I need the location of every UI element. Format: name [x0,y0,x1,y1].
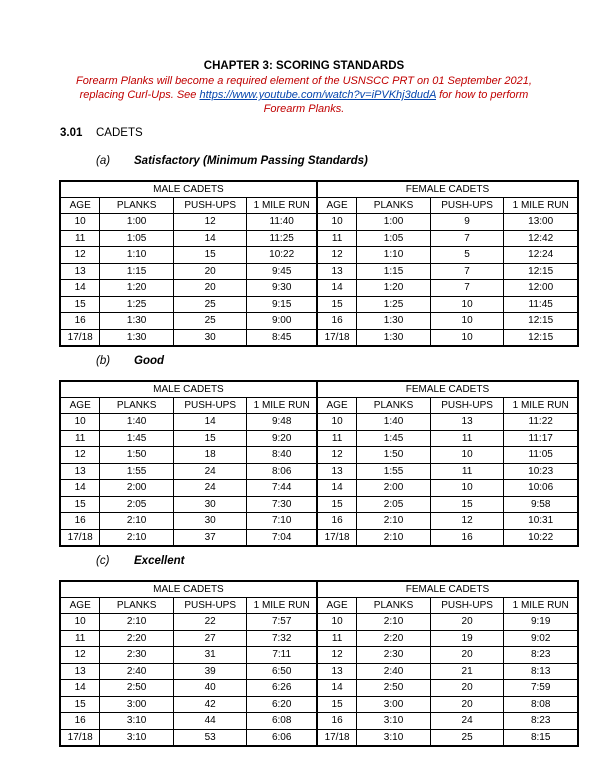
table-cell: 6:20 [247,696,317,713]
table-cell: 1:10 [357,247,431,264]
table-cell: 7:57 [247,614,317,631]
table-cell: 8:23 [504,647,578,664]
table-cell: 7:32 [247,630,317,647]
female-cadets-header: FEMALE CADETS [317,181,578,198]
table-row [60,447,578,464]
table-cell: 3:00 [100,696,174,713]
table-cell: 11 [430,463,504,480]
table-row [60,313,578,330]
table-cell: 15 [317,296,357,313]
table-cell: 13 [60,663,100,680]
table-cell: 1:15 [100,263,174,280]
table-row [60,496,578,513]
subsection-c-heading [96,555,185,567]
table-cell: 20 [430,696,504,713]
table-cell: 30 [173,329,247,346]
table-cell: 14 [317,480,357,497]
table-cell: 17/18 [317,329,357,346]
table-cell: 9:48 [247,414,317,431]
notice-line-3: Forearm Planks. [263,103,345,115]
table-cell: 1:45 [357,430,431,447]
table-cell: 9:20 [247,430,317,447]
table-cell: 12 [173,214,247,231]
table-cell: 2:10 [357,614,431,631]
table-cell: 8:08 [504,696,578,713]
table-cell: 7:59 [504,680,578,697]
table-cell: 15 [173,247,247,264]
table-row [60,296,578,313]
table-cell: 12:15 [504,263,578,280]
table-cell: 18 [173,447,247,464]
table-cell: 1:30 [357,329,431,346]
section-title: CADETS [96,127,143,139]
table-cell: 3:10 [357,713,431,730]
column-header-row [60,198,578,214]
table-cell: 25 [173,313,247,330]
table-cell: 14 [173,230,247,247]
table-cell: 9:30 [247,280,317,297]
table-cell: 8:45 [247,329,317,346]
column-header: PUSH-UPS [430,598,504,614]
table-row [60,529,578,546]
section-number: 3.01 [60,127,83,139]
notice-line-1: Forearm Planks will become a required element of the USNSCC PRT on 01 September 2021, [76,75,532,87]
table-cell: 2:00 [100,480,174,497]
column-header: PUSH-UPS [173,598,247,614]
table-cell: 12 [60,447,100,464]
column-header: 1 MILE RUN [504,198,578,214]
table-cell: 1:05 [100,230,174,247]
table-row [60,513,578,530]
table-cell: 11 [317,230,357,247]
table-cell: 2:30 [100,647,174,664]
table-cell: 21 [430,663,504,680]
column-header: 1 MILE RUN [504,598,578,614]
table-cell: 17/18 [317,729,357,746]
table-cell: 1:25 [100,296,174,313]
table-cell: 9:19 [504,614,578,631]
table-cell: 10:06 [504,480,578,497]
table-cell: 2:40 [100,663,174,680]
table-cell: 12:00 [504,280,578,297]
male-cadets-header: MALE CADETS [60,381,317,398]
table-cell: 12:15 [504,329,578,346]
subsection-letter: (a) [96,155,111,167]
table-cell: 1:00 [100,214,174,231]
table-cell: 9:58 [504,496,578,513]
table-cell: 9:02 [504,630,578,647]
table-cell: 8:23 [504,713,578,730]
male-cadets-header: MALE CADETS [60,581,317,598]
table-cell: 11:45 [504,296,578,313]
table-cell: 13 [317,463,357,480]
column-header: PLANKS [357,198,431,214]
table-cell: 7:04 [247,529,317,546]
planks-notice [40,74,568,116]
table-cell: 25 [430,729,504,746]
table-cell: 12 [317,447,357,464]
column-header: 1 MILE RUN [504,398,578,414]
table-cell: 7:10 [247,513,317,530]
table-cell: 2:10 [100,513,174,530]
table-cell: 1:25 [357,296,431,313]
column-header: PUSH-UPS [430,198,504,214]
column-header: PLANKS [357,398,431,414]
youtube-link[interactable]: https://www.youtube.com/watch?v=iPVKhj3dudA [199,89,437,101]
subsection-title: Satisfactory (Minimum Passing Standards) [134,155,368,167]
table-cell: 11:40 [247,214,317,231]
table-cell: 11 [60,630,100,647]
subsection-letter: (c) [96,555,110,567]
table-cell: 10 [430,329,504,346]
table-cell: 16 [317,713,357,730]
subsection-a-heading [96,155,368,167]
table-cell: 1:50 [357,447,431,464]
table-cell: 11:05 [504,447,578,464]
column-header: PLANKS [100,398,174,414]
table-cell: 6:50 [247,663,317,680]
table-cell: 11 [430,430,504,447]
table-cell: 24 [173,480,247,497]
column-header: AGE [317,398,357,414]
table-cell: 9:45 [247,263,317,280]
table-row [60,247,578,264]
table-cell: 10:22 [247,247,317,264]
table-cell: 6:06 [247,729,317,746]
table-row [60,480,578,497]
table-cell: 12 [430,513,504,530]
table-cell: 2:05 [100,496,174,513]
table-cell: 2:50 [357,680,431,697]
table-cell: 13 [430,414,504,431]
table-cell: 9:15 [247,296,317,313]
table-cell: 12:15 [504,313,578,330]
column-header-row [60,598,578,614]
table-cell: 12 [317,247,357,264]
column-header: 1 MILE RUN [247,598,317,614]
table-cell: 1:50 [100,447,174,464]
table-cell: 10 [430,480,504,497]
table-row [60,713,578,730]
subsection-b-heading [96,355,164,367]
table-cell: 2:20 [357,630,431,647]
table-cell: 13 [317,663,357,680]
table-cell: 15 [317,496,357,513]
table-cell: 10 [60,614,100,631]
table-cell: 15 [430,496,504,513]
table-row [60,680,578,697]
table-cell: 14 [60,280,100,297]
table-cell: 2:00 [357,480,431,497]
table-cell: 14 [60,480,100,497]
good-standards-table [59,380,579,547]
table-cell: 2:10 [357,529,431,546]
table-cell: 9 [430,214,504,231]
table-cell: 7 [430,263,504,280]
column-header: 1 MILE RUN [247,398,317,414]
table-cell: 1:45 [100,430,174,447]
table-row [60,263,578,280]
table-cell: 44 [173,713,247,730]
table-cell: 5 [430,247,504,264]
table-row [60,614,578,631]
subsection-title: Excellent [134,555,185,567]
table-cell: 9:00 [247,313,317,330]
table-cell: 24 [173,463,247,480]
notice-line-2-post: for how to perform [436,89,529,101]
table-cell: 7:11 [247,647,317,664]
table-cell: 15 [60,696,100,713]
table-cell: 11 [317,430,357,447]
table-cell: 13 [317,263,357,280]
table-cell: 13 [60,263,100,280]
table-cell: 7:30 [247,496,317,513]
notice-line-2-pre: replacing Curl-Ups. See [79,89,200,101]
table-cell: 20 [173,263,247,280]
table-cell: 8:13 [504,663,578,680]
column-header: AGE [60,398,100,414]
group-header-row [60,381,578,398]
column-header: PUSH-UPS [430,398,504,414]
table-cell: 15 [60,296,100,313]
table-cell: 30 [173,513,247,530]
column-header: PLANKS [100,598,174,614]
table-cell: 3:10 [100,729,174,746]
table-cell: 10 [430,447,504,464]
table-cell: 1:10 [100,247,174,264]
table-cell: 20 [430,614,504,631]
table-row [60,280,578,297]
table-row [60,647,578,664]
table-cell: 2:50 [100,680,174,697]
table-cell: 3:10 [100,713,174,730]
table-cell: 2:10 [357,513,431,530]
column-header: PLANKS [357,598,431,614]
table-cell: 15 [317,696,357,713]
table-cell: 20 [430,647,504,664]
table-cell: 7 [430,280,504,297]
table-cell: 1:40 [357,414,431,431]
table-cell: 11 [60,230,100,247]
table-cell: 12 [60,647,100,664]
table-cell: 25 [173,296,247,313]
table-cell: 16 [317,513,357,530]
table-cell: 11:22 [504,414,578,431]
excellent-standards-table [59,580,579,747]
table-cell: 1:05 [357,230,431,247]
table-cell: 7:44 [247,480,317,497]
table-cell: 14 [317,280,357,297]
table-cell: 13:00 [504,214,578,231]
table-row [60,729,578,746]
female-cadets-header: FEMALE CADETS [317,381,578,398]
table-cell: 16 [317,313,357,330]
table-row [60,214,578,231]
column-header: AGE [317,198,357,214]
table-cell: 1:00 [357,214,431,231]
table-cell: 1:30 [100,329,174,346]
group-header-row [60,181,578,198]
table-cell: 10:22 [504,529,578,546]
chapter-title: CHAPTER 3: SCORING STANDARDS [203,60,405,72]
table-cell: 10 [430,313,504,330]
table-cell: 8:06 [247,463,317,480]
male-cadets-header: MALE CADETS [60,181,317,198]
table-cell: 8:15 [504,729,578,746]
table-cell: 10 [317,614,357,631]
female-cadets-header: FEMALE CADETS [317,581,578,598]
subsection-title: Good [134,355,165,367]
table-cell: 16 [60,313,100,330]
table-row [60,430,578,447]
table-cell: 12:42 [504,230,578,247]
table-cell: 1:20 [357,280,431,297]
table-cell: 31 [173,647,247,664]
table-cell: 14 [173,414,247,431]
table-cell: 15 [60,496,100,513]
table-cell: 10 [60,214,100,231]
table-row [60,630,578,647]
table-cell: 11:17 [504,430,578,447]
table-cell: 10 [60,414,100,431]
table-cell: 53 [173,729,247,746]
table-cell: 17/18 [60,729,100,746]
table-cell: 12:24 [504,247,578,264]
table-row [60,663,578,680]
column-header: PUSH-UPS [173,398,247,414]
table-cell: 2:30 [357,647,431,664]
table-cell: 1:55 [100,463,174,480]
table-cell: 16 [430,529,504,546]
table-cell: 13 [60,463,100,480]
table-cell: 1:15 [357,263,431,280]
table-cell: 14 [317,680,357,697]
table-cell: 16 [60,513,100,530]
table-cell: 2:10 [100,529,174,546]
table-cell: 37 [173,529,247,546]
table-row [60,329,578,346]
table-cell: 10 [317,214,357,231]
table-cell: 1:30 [100,313,174,330]
table-cell: 1:20 [100,280,174,297]
table-row [60,414,578,431]
table-cell: 17/18 [60,329,100,346]
column-header: 1 MILE RUN [247,198,317,214]
table-cell: 16 [60,713,100,730]
table-cell: 22 [173,614,247,631]
table-cell: 20 [430,680,504,697]
table-cell: 12 [60,247,100,264]
table-cell: 3:10 [357,729,431,746]
column-header: AGE [60,198,100,214]
subsection-letter: (b) [96,355,111,367]
table-row [60,463,578,480]
table-cell: 3:00 [357,696,431,713]
table-cell: 11 [317,630,357,647]
table-cell: 2:20 [100,630,174,647]
table-cell: 10 [317,414,357,431]
table-cell: 17/18 [317,529,357,546]
table-cell: 2:10 [100,614,174,631]
table-cell: 19 [430,630,504,647]
table-cell: 42 [173,696,247,713]
table-cell: 12 [317,647,357,664]
table-cell: 11 [60,430,100,447]
table-cell: 30 [173,496,247,513]
table-cell: 17/18 [60,529,100,546]
table-cell: 7 [430,230,504,247]
column-header-row [60,398,578,414]
table-cell: 15 [173,430,247,447]
table-cell: 8:40 [247,447,317,464]
table-cell: 2:40 [357,663,431,680]
table-cell: 10 [430,296,504,313]
table-cell: 10:23 [504,463,578,480]
table-cell: 27 [173,630,247,647]
table-cell: 1:40 [100,414,174,431]
table-cell: 6:08 [247,713,317,730]
table-cell: 1:55 [357,463,431,480]
satisfactory-standards-table [59,180,579,347]
column-header: PUSH-UPS [173,198,247,214]
table-cell: 11:25 [247,230,317,247]
column-header: AGE [60,598,100,614]
table-cell: 20 [173,280,247,297]
table-cell: 40 [173,680,247,697]
group-header-row [60,581,578,598]
column-header: AGE [317,598,357,614]
table-cell: 1:30 [357,313,431,330]
table-cell: 2:05 [357,496,431,513]
table-cell: 39 [173,663,247,680]
table-row [60,230,578,247]
table-row [60,696,578,713]
table-cell: 24 [430,713,504,730]
column-header: PLANKS [100,198,174,214]
table-cell: 10:31 [504,513,578,530]
table-cell: 6:26 [247,680,317,697]
table-cell: 14 [60,680,100,697]
